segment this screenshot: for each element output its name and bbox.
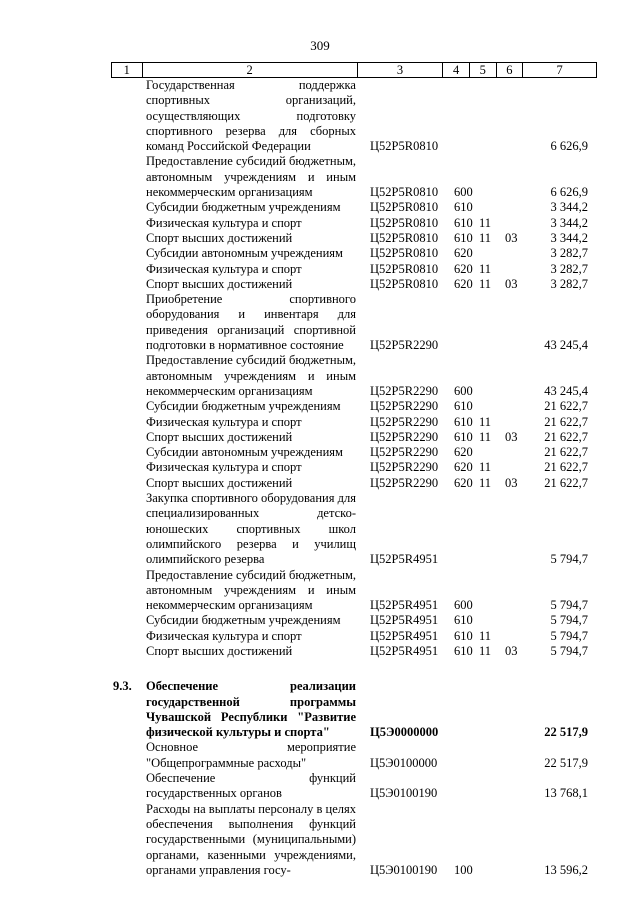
row-target-code: Ц52P5R0810	[370, 215, 439, 230]
row-section: 11	[479, 276, 492, 291]
row-amount: 22 517,9	[544, 755, 588, 770]
row-expense-type: 610	[454, 429, 473, 444]
row-target-code: Ц52P5R2290	[370, 338, 439, 353]
column-header: 2	[142, 63, 357, 78]
row-name: Субсидии бюджетным учреждениям	[146, 613, 341, 628]
table-row	[0, 200, 640, 215]
budget-table-body	[0, 78, 640, 878]
row-target-code: Ц52P5R2290	[370, 445, 439, 460]
row-section: 11	[479, 414, 492, 429]
row-target-code: Ц52P5R4951	[370, 598, 439, 613]
row-name: Государственная поддержка спортивных организаций, осуществляющих подготовку спортивного резерва для сборных команд Российской Федерации	[146, 78, 356, 154]
row-expense-type: 600	[454, 598, 473, 613]
row-section: 11	[479, 230, 492, 245]
row-number: 9.3.	[113, 679, 132, 694]
row-name: Приобретение спортивного оборудования и инвентаря для приведения организаций спортивной подготовки в нормативное состояние	[146, 292, 356, 353]
table-row	[0, 740, 640, 771]
row-section: 11	[479, 628, 492, 643]
column-header-table	[111, 62, 597, 78]
row-target-code: Ц52P5R0810	[370, 261, 439, 276]
row-amount: 21 622,7	[544, 399, 588, 414]
table-row	[0, 430, 640, 445]
table-row	[0, 277, 640, 292]
row-expense-type: 620	[454, 460, 473, 475]
row-expense-type: 610	[454, 613, 473, 628]
row-target-code: Ц52P5R4951	[370, 643, 439, 658]
row-amount: 5 794,7	[550, 552, 588, 567]
row-name: Спорт высших достижений	[146, 276, 293, 291]
row-amount: 21 622,7	[544, 460, 588, 475]
row-name: Обеспечение функций государственных органов	[146, 771, 356, 801]
row-section: 11	[479, 643, 492, 658]
column-header: 6	[496, 63, 523, 78]
row-expense-type: 100	[454, 862, 473, 877]
row-expense-type: 610	[454, 399, 473, 414]
row-expense-type: 600	[454, 383, 473, 398]
row-amount: 3 344,2	[550, 230, 588, 245]
column-header: 4	[443, 63, 470, 78]
row-amount: 21 622,7	[544, 429, 588, 444]
row-amount: 5 794,7	[550, 628, 588, 643]
table-row	[0, 231, 640, 246]
row-target-code: Ц52P5R2290	[370, 429, 439, 444]
row-target-code: Ц52P5R2290	[370, 383, 439, 398]
row-target-code: Ц52P5R0810	[370, 185, 439, 200]
row-expense-type: 620	[454, 276, 473, 291]
row-amount: 3 282,7	[550, 246, 588, 261]
table-row	[0, 491, 640, 567]
table-row	[0, 78, 640, 154]
table-row	[0, 476, 640, 491]
row-amount: 5 794,7	[550, 643, 588, 658]
row-expense-type: 610	[454, 230, 473, 245]
table-row	[0, 292, 640, 353]
row-section: 11	[479, 475, 492, 490]
table-row	[0, 415, 640, 430]
row-name: Предоставление субсидий бюджетным, автономным учреждениям и иным некоммерческим организациям	[146, 567, 356, 613]
row-expense-type: 610	[454, 628, 473, 643]
row-name: Предоставление субсидий бюджетным, автономным учреждениям и иным некоммерческим организациям	[146, 154, 356, 200]
section-spacer	[0, 659, 640, 679]
row-amount: 3 282,7	[550, 276, 588, 291]
row-amount: 6 626,9	[550, 185, 588, 200]
row-name: Субсидии бюджетным учреждениям	[146, 200, 341, 215]
row-amount: 21 622,7	[544, 445, 588, 460]
table-row	[0, 613, 640, 628]
row-amount: 21 622,7	[544, 414, 588, 429]
row-target-code: Ц52P5R0810	[370, 276, 439, 291]
table-row	[0, 399, 640, 414]
row-amount: 13 768,1	[544, 786, 588, 801]
row-subsection: 03	[505, 643, 518, 658]
row-subsection: 03	[505, 429, 518, 444]
row-name: Расходы на выплаты персоналу в целях обеспечения выполнения функций государственными (муниципальными) органами, казенными учреждениями, органами управления госу-	[146, 801, 356, 877]
table-row	[0, 568, 640, 614]
row-amount: 13 596,2	[544, 862, 588, 877]
row-name: Физическая культура и спорт	[146, 628, 302, 643]
row-target-code: Ц52P5R2290	[370, 475, 439, 490]
row-name: Физическая культура и спорт	[146, 460, 302, 475]
row-expense-type: 620	[454, 261, 473, 276]
row-amount: 3 282,7	[550, 261, 588, 276]
table-row	[0, 629, 640, 644]
row-amount: 21 622,7	[544, 475, 588, 490]
row-amount: 43 245,4	[544, 338, 588, 353]
table-row	[0, 262, 640, 277]
row-expense-type: 610	[454, 643, 473, 658]
row-target-code: Ц52P5R2290	[370, 460, 439, 475]
row-expense-type: 620	[454, 246, 473, 261]
row-name: Спорт высших достижений	[146, 475, 293, 490]
row-amount: 3 344,2	[550, 215, 588, 230]
row-expense-type: 610	[454, 215, 473, 230]
table-row	[0, 802, 640, 878]
row-name: Субсидии автономным учреждениям	[146, 445, 343, 460]
row-amount: 43 245,4	[544, 383, 588, 398]
row-target-code: Ц5Э0100000	[370, 755, 438, 770]
column-header: 5	[469, 63, 496, 78]
row-name: Физическая культура и спорт	[146, 261, 302, 276]
row-expense-type: 610	[454, 414, 473, 429]
row-name: Спорт высших достижений	[146, 643, 293, 658]
row-amount: 5 794,7	[550, 598, 588, 613]
row-expense-type: 600	[454, 185, 473, 200]
row-expense-type: 610	[454, 200, 473, 215]
table-row	[0, 445, 640, 460]
row-name: Спорт высших достижений	[146, 429, 293, 444]
row-name: Основное мероприятие "Общепрограммные расходы"	[146, 740, 356, 770]
row-target-code: Ц52P5R2290	[370, 399, 439, 414]
column-header: 1	[112, 63, 143, 78]
row-target-code: Ц5Э0100190	[370, 862, 438, 877]
row-section: 11	[479, 215, 492, 230]
row-subsection: 03	[505, 475, 518, 490]
row-section: 11	[479, 429, 492, 444]
row-target-code: Ц5Э0000000	[370, 725, 439, 740]
row-expense-type: 620	[454, 445, 473, 460]
table-row	[0, 679, 640, 740]
table-row	[0, 154, 640, 200]
table-row	[0, 216, 640, 231]
row-target-code: Ц52P5R2290	[370, 414, 439, 429]
row-target-code: Ц52P5R0810	[370, 200, 439, 215]
row-subsection: 03	[505, 276, 518, 291]
column-header-row	[112, 63, 597, 78]
row-name: Физическая культура и спорт	[146, 215, 302, 230]
row-amount: 6 626,9	[550, 139, 588, 154]
column-header: 3	[357, 63, 443, 78]
row-name: Закупка спортивного оборудования для специализированных детско-юношеских спортивных школ олимпийского резерва и училищ олимпийского резерва	[146, 491, 356, 567]
row-target-code: Ц52P5R0810	[370, 246, 439, 261]
table-row	[0, 644, 640, 659]
row-target-code: Ц52P5R0810	[370, 230, 439, 245]
table-row	[0, 460, 640, 475]
page-number: 309	[310, 38, 330, 53]
row-target-code: Ц52P5R4951	[370, 613, 439, 628]
row-name: Обеспечение реализации государственной программы Чувашской Республики "Развитие физической культуры и спорта"	[146, 679, 356, 740]
table-row	[0, 771, 640, 802]
row-name: Предоставление субсидий бюджетным, автономным учреждениям и иным некоммерческим организациям	[146, 353, 356, 398]
row-name: Спорт высших достижений	[146, 230, 293, 245]
row-amount: 22 517,9	[544, 725, 588, 740]
row-name: Субсидии автономным учреждениям	[146, 246, 343, 261]
row-section: 11	[479, 460, 492, 475]
row-section: 11	[479, 261, 492, 276]
row-subsection: 03	[505, 230, 518, 245]
row-name: Субсидии бюджетным учреждениям	[146, 399, 341, 414]
table-row	[0, 246, 640, 261]
row-target-code: Ц5Э0100190	[370, 786, 438, 801]
column-header: 7	[523, 63, 597, 78]
row-target-code: Ц52P5R0810	[370, 139, 439, 154]
table-row	[0, 353, 640, 399]
row-target-code: Ц52P5R4951	[370, 628, 439, 643]
row-amount: 3 344,2	[550, 200, 588, 215]
row-name: Физическая культура и спорт	[146, 414, 302, 429]
row-target-code: Ц52P5R4951	[370, 552, 439, 567]
row-amount: 5 794,7	[550, 613, 588, 628]
row-expense-type: 620	[454, 475, 473, 490]
